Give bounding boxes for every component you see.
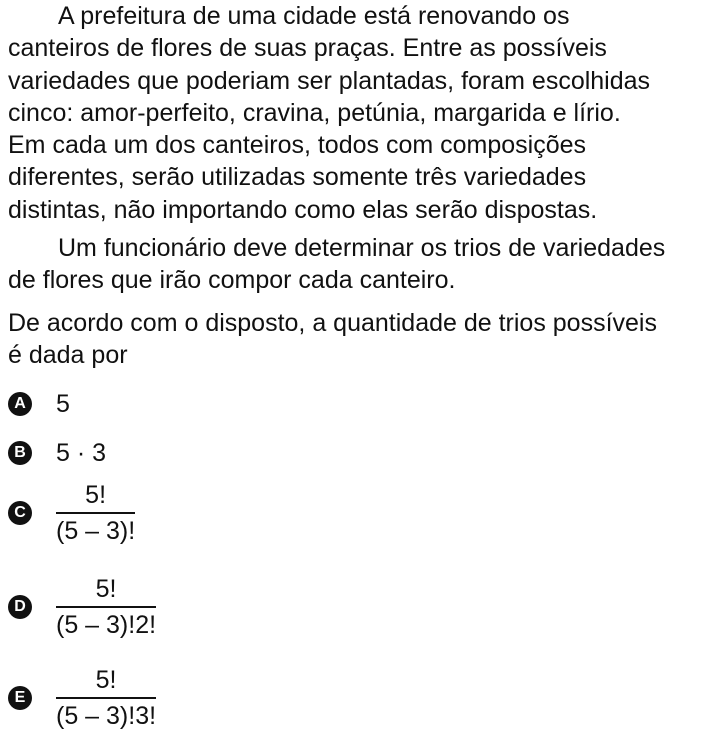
option-d-letter-badge: D [8,595,32,619]
text-line: Em cada um dos canteiros, todos com composições [8,131,587,160]
option-c-fraction [56,480,135,546]
fraction-numerator: 5! [85,481,107,509]
text-line: De acordo com o disposto, a quantidade de trios possíveis [8,309,657,337]
option-e-letter-badge: E [8,686,32,710]
fraction-denominator: (5 – 3)!2! [56,611,157,639]
option-a-letter-badge: A [8,392,32,416]
text-line [8,0,694,32]
text-line: é dada por [8,341,128,370]
fraction-denominator: (5 – 3)!3! [56,702,157,730]
option-c[interactable] [8,480,135,546]
option-a[interactable] [8,389,70,419]
fraction-denominator: (5 – 3)! [56,517,136,545]
text-line-content: Um funcionário deve determinar os trios de variedades [58,234,666,262]
text-line: diferentes, serão utilizadas somente três variedades [8,163,587,192]
option-d-fraction [56,574,156,640]
question-paragraph-task [8,232,694,297]
text-line: distintas, não importando como elas serão dispostas. [8,195,598,224]
text-line: variedades que poderiam ser plantadas, foram escolhidas [8,66,651,95]
option-a-text: 5 [56,390,70,418]
option-b-text: 5 · 3 [56,439,107,467]
option-e[interactable] [8,665,156,731]
text-line: de flores que irão compor cada canteiro. [8,266,456,295]
fraction-numerator: 5! [95,666,117,694]
text-line [8,232,694,264]
option-c-letter-badge: C [8,501,32,525]
fraction-numerator: 5! [95,575,117,603]
option-e-fraction [56,665,156,731]
text-line: cinco: amor-perfeito, cravina, petúnia, margarida e lírio. [8,98,621,127]
question-paragraph-context [8,0,694,226]
text-line-content: A prefeitura de uma cidade está renovando os [58,2,570,30]
question-prompt [8,307,694,372]
option-d[interactable] [8,574,156,640]
option-b-letter-badge: B [8,441,32,465]
text-line: canteiros de flores de suas praças. Entre as possíveis [8,34,607,63]
option-b[interactable] [8,438,106,468]
